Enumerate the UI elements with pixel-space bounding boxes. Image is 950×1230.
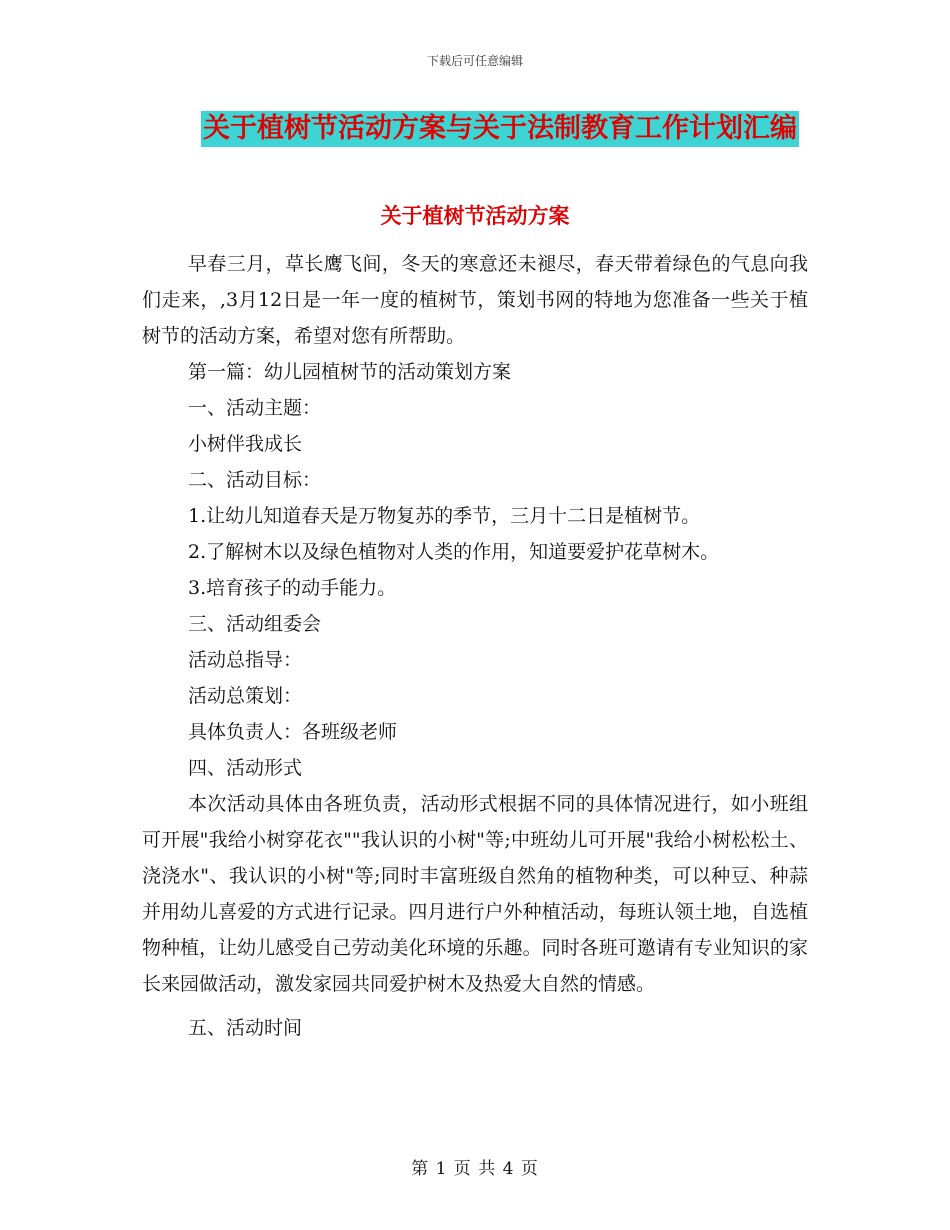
committee-item: 活动总策划： — [188, 685, 303, 707]
committee-heading: 三、活动组委会 — [188, 613, 322, 635]
page-header-note: 下载后可任意编辑 — [426, 54, 523, 68]
time-heading: 五、活动时间 — [188, 1017, 303, 1039]
committee-item: 活动总指导： — [188, 649, 303, 671]
document-title-container — [0, 111, 950, 147]
goal-item: 3.培育孩子的动手能力。 — [188, 577, 397, 599]
committee-item: 具体负责人：各班级老师 — [188, 721, 398, 743]
page-number-footer: 第 1 页 共 4 页 — [411, 1159, 539, 1179]
section-title: 关于植树节活动方案 — [380, 204, 570, 228]
goals-heading: 二、活动目标： — [188, 469, 322, 491]
goal-item: 2.了解树木以及绿色植物对人类的作用，知道要爱护花草树木。 — [188, 541, 720, 563]
part-heading: 第一篇：幼儿园植树节的活动策划方案 — [188, 361, 512, 383]
form-heading: 四、活动形式 — [188, 757, 303, 779]
form-paragraph: 本次活动具体由各班负责，活动形式根据不同的具体情况进行，如小班组可开展"我给小树穿花衣""我认识的小树"等;中班幼儿可开展"我给小树松松土、浇浇水"、我认识的小树"等;同时丰富班级自然角的植物种类，可以种豆、种蒜并用幼儿喜爱的方式进行记录。四月进行户外种植活动，每班认领土地，自选植物种植，让幼儿感受自己劳动美化环境的乐趣。同时各班可邀请有专业知识的家长来园做活动，激发家园共同爱护树木及热爱大自然的情感。 — [142, 793, 808, 995]
document-body — [142, 246, 808, 1046]
intro-paragraph: 早春三月，草长鹰飞间，冬天的寒意还未褪尽，春天带着绿色的气息向我们走来，,3月12日是一年一度的植树节，策划书网的特地为您准备一些关于植树节的活动方案，希望对您有所帮助。 — [142, 253, 808, 347]
theme-text: 小树伴我成长 — [188, 433, 303, 455]
theme-heading: 一、活动主题： — [188, 397, 322, 419]
document-title: 关于植树节活动方案与关于法制教育工作计划汇编 — [201, 111, 799, 147]
goal-item: 1.让幼儿知道春天是万物复苏的季节，三月十二日是植树节。 — [188, 505, 701, 527]
